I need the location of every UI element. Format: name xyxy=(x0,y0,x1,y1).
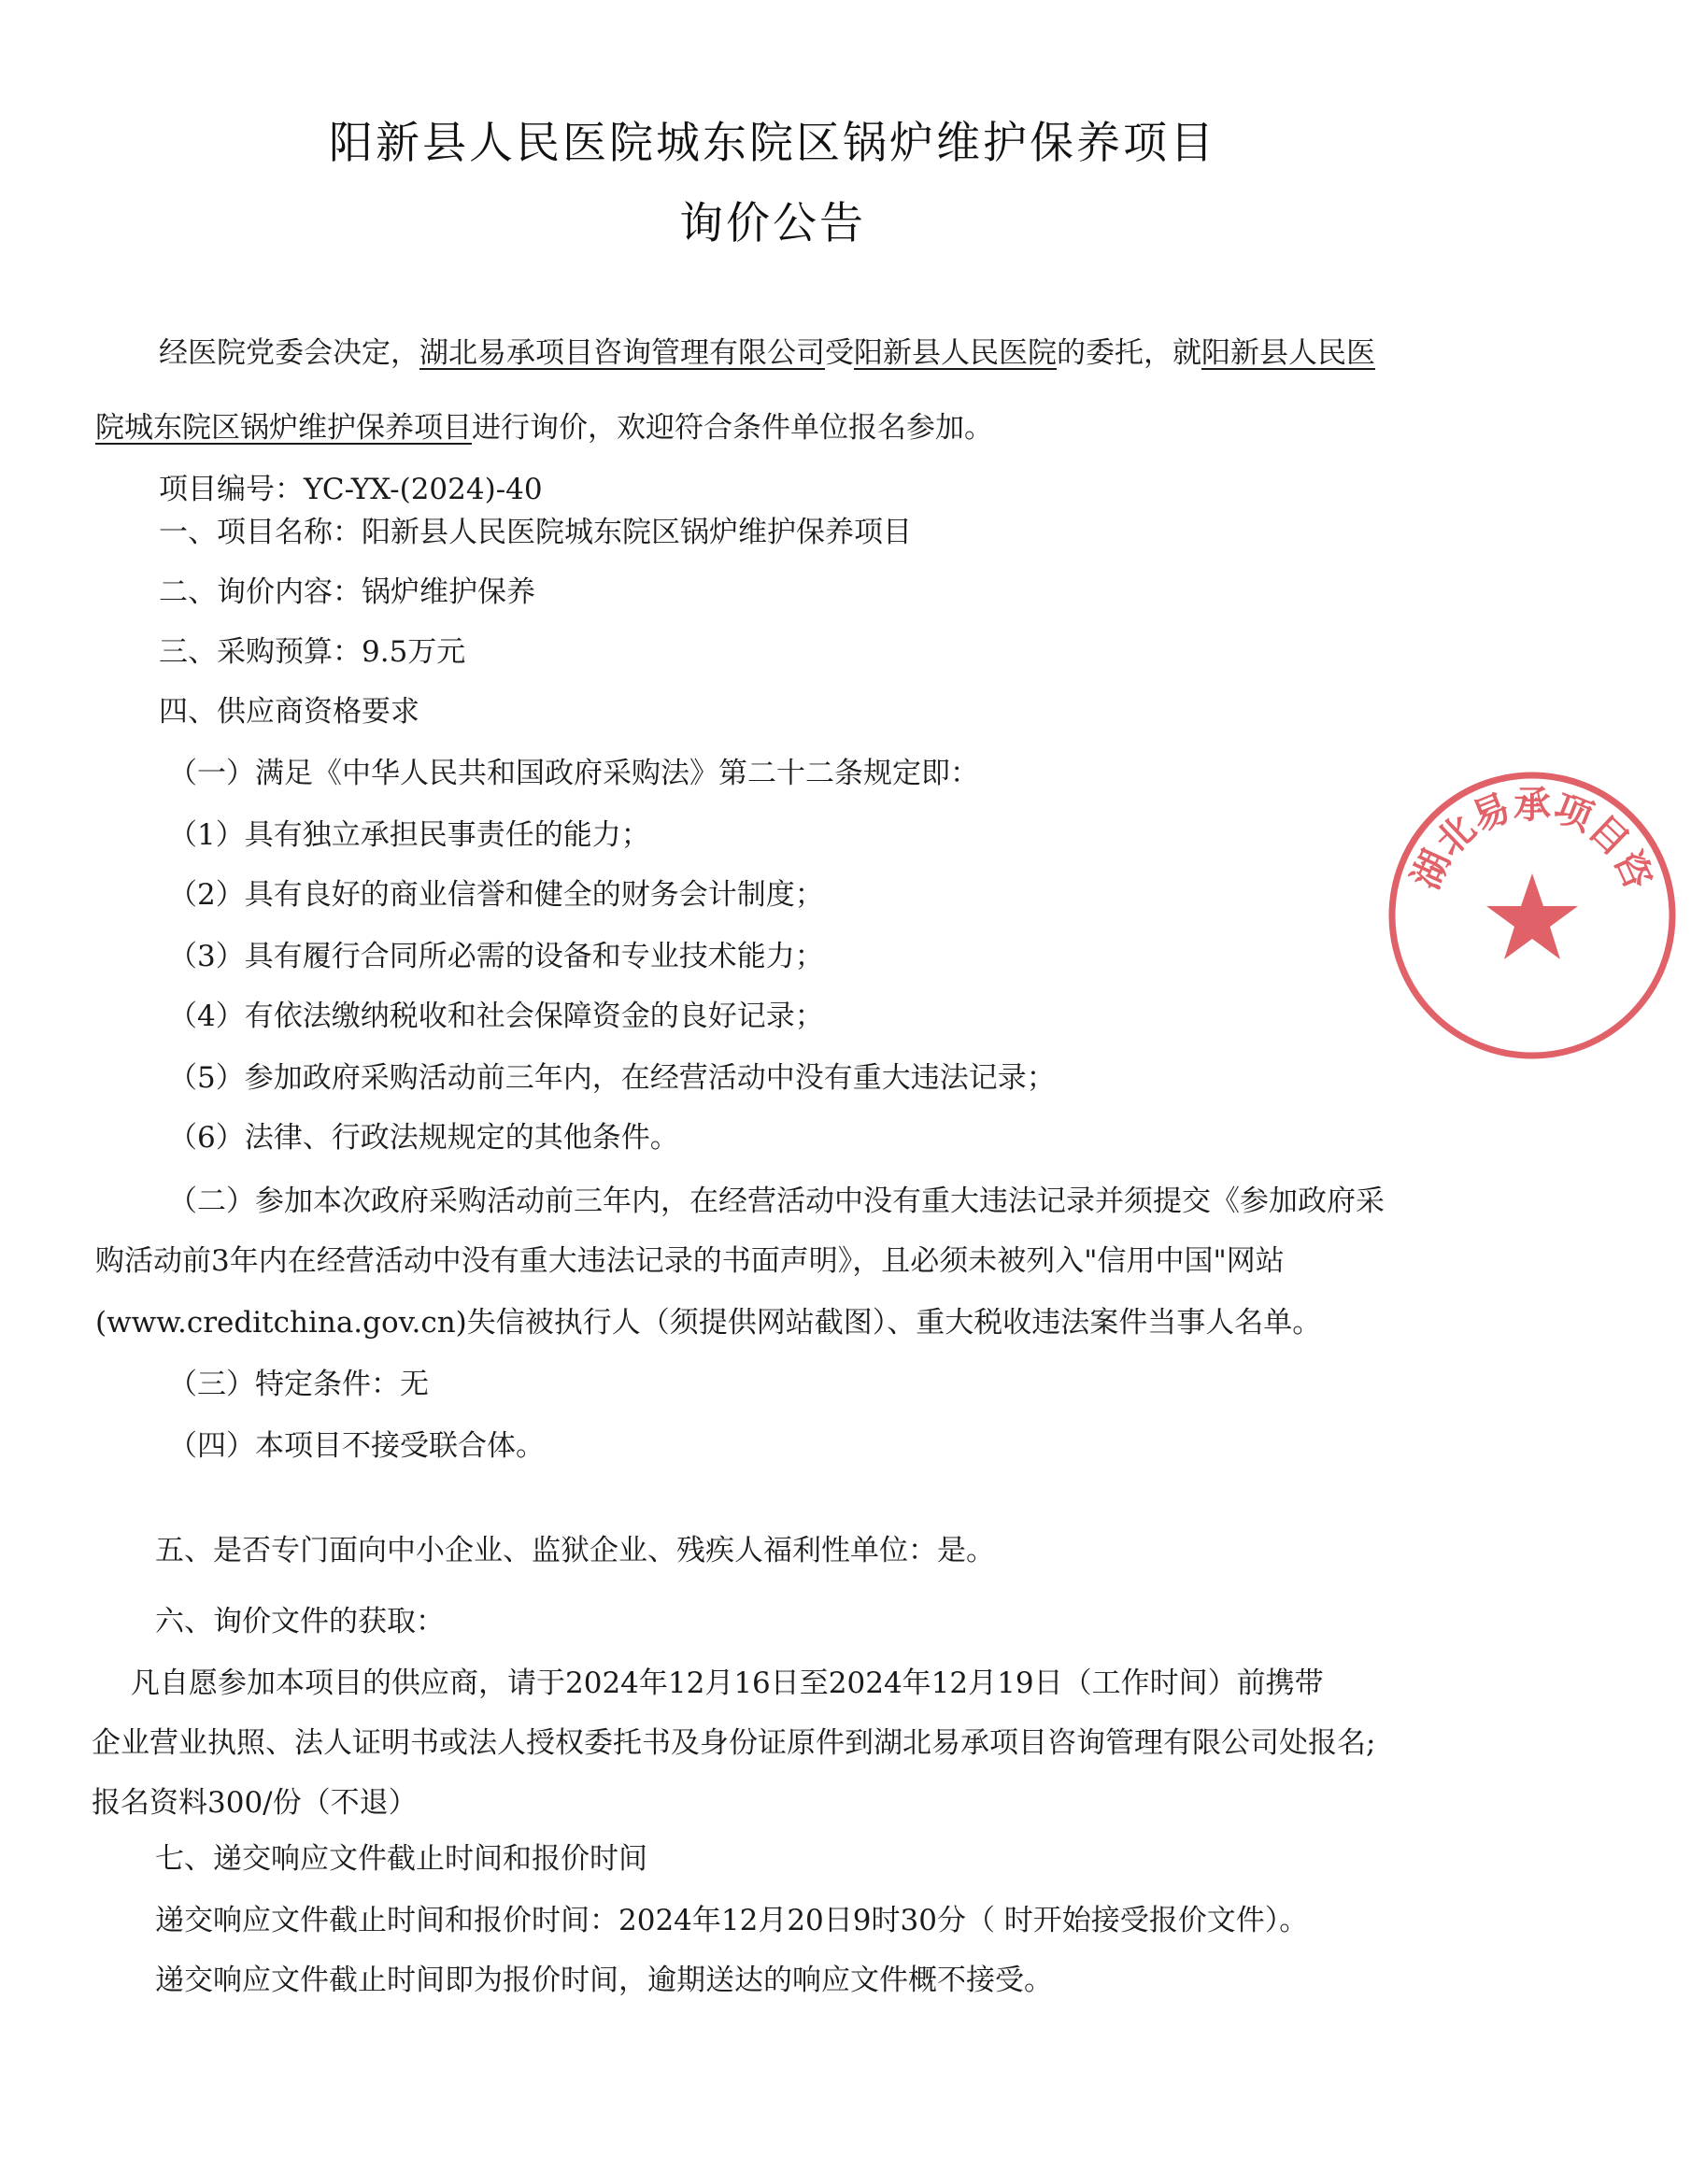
intro-text: 受 xyxy=(825,336,854,370)
section-5-sme: 五、是否专门面向中小企业、监狱企业、残疾人福利性单位：是。 xyxy=(155,1534,995,1567)
qualification-2-line-3: (www.creditchina.gov.cn)失信被执行人（须提供网站截图）、重大税收违法案件当事人名单。 xyxy=(95,1306,1322,1340)
section-7-line-1: 递交响应文件截止时间和报价时间：2024年12月20日9时30分（ 时开始接受报价文件）。 xyxy=(155,1904,1309,1937)
seal-text-path: 湖北易承项目咨 xyxy=(1403,783,1661,896)
section-7-line-2: 递交响应文件截止时间即为报价时间，逾期送达的响应文件概不接受。 xyxy=(155,1964,1053,1997)
condition-5: （5）参加政府采购活动前三年内，在经营活动中没有重大违法记录； xyxy=(168,1061,1056,1095)
section-6-line-2: 企业营业执照、法人证明书或法人授权委托书及身份证原件到湖北易承项目咨询管理有限公司处报名; xyxy=(92,1726,1376,1760)
project-name-part1: 阳新县人民医 xyxy=(1201,336,1375,370)
condition-3: （3）具有履行合同所必需的设备和专业技术能力； xyxy=(168,940,824,973)
intro-text: 经医院党委会决定， xyxy=(159,336,419,370)
buyer-name: 阳新县人民医院 xyxy=(854,336,1057,370)
seal-star xyxy=(1486,873,1578,959)
section-7-deadline: 七、递交响应文件截止时间和报价时间 xyxy=(155,1842,647,1876)
condition-1: （1）具有独立承担民事责任的能力； xyxy=(168,818,650,852)
intro-text: 的委托，就 xyxy=(1057,336,1201,370)
condition-6: （6）法律、行政法规规定的其他条件。 xyxy=(168,1121,679,1155)
section-2-inquiry-content: 二、询价内容：锅炉维护保养 xyxy=(159,575,535,609)
intro-text: 进行询价，欢迎符合条件单位报名参加。 xyxy=(472,411,993,445)
qualification-1: （一）满足《中华人民共和国政府采购法》第二十二条规定即： xyxy=(168,757,979,790)
seal-graphic xyxy=(1373,752,1691,1070)
qualification-2-line-1: （二）参加本次政府采购活动前三年内，在经营活动中没有重大违法记录并须提交《参加政府采 xyxy=(168,1184,1385,1218)
qualification-3: （三）特定条件：无 xyxy=(168,1368,429,1401)
section-4-qualification: 四、供应商资格要求 xyxy=(159,695,419,729)
section-6-document-acquisition: 六、询价文件的获取： xyxy=(155,1605,445,1638)
document-subtitle: 询价公告 xyxy=(679,198,866,249)
condition-4: （4）有依法缴纳税收和社会保障资金的良好记录； xyxy=(168,1000,824,1033)
intro-line-2 xyxy=(95,404,993,446)
qualification-4: （四）本项目不接受联合体。 xyxy=(168,1429,545,1463)
document-title: 阳新县人民医院城东院区锅炉维护保养项目 xyxy=(329,118,1216,169)
project-number: 项目编号：YC-YX-(2024)-40 xyxy=(159,473,543,506)
company-seal xyxy=(1373,752,1661,1070)
section-1-project-name: 一、项目名称：阳新县人民医院城东院区锅炉维护保养项目 xyxy=(159,516,912,549)
section-3-budget: 三、采购预算：9.5万元 xyxy=(159,635,466,669)
condition-2: （2）具有良好的商业信誉和健全的财务会计制度； xyxy=(168,878,824,912)
agent-name: 湖北易承项目咨询管理有限公司 xyxy=(419,336,825,370)
section-6-line-1: 凡自愿参加本项目的供应商，请于2024年12月16日至2024年12月19日（工作时间）前携带 xyxy=(131,1666,1324,1700)
project-name-part2: 院城东院区锅炉维护保养项目 xyxy=(95,411,472,445)
qualification-2-line-2: 购活动前3年内在经营活动中没有重大违法记录的书面声明》，且必须未被列入"信用中国"网站 xyxy=(95,1244,1285,1278)
section-6-line-3: 报名资料300/份（不退） xyxy=(92,1786,418,1820)
intro-line-1 xyxy=(159,329,1375,371)
